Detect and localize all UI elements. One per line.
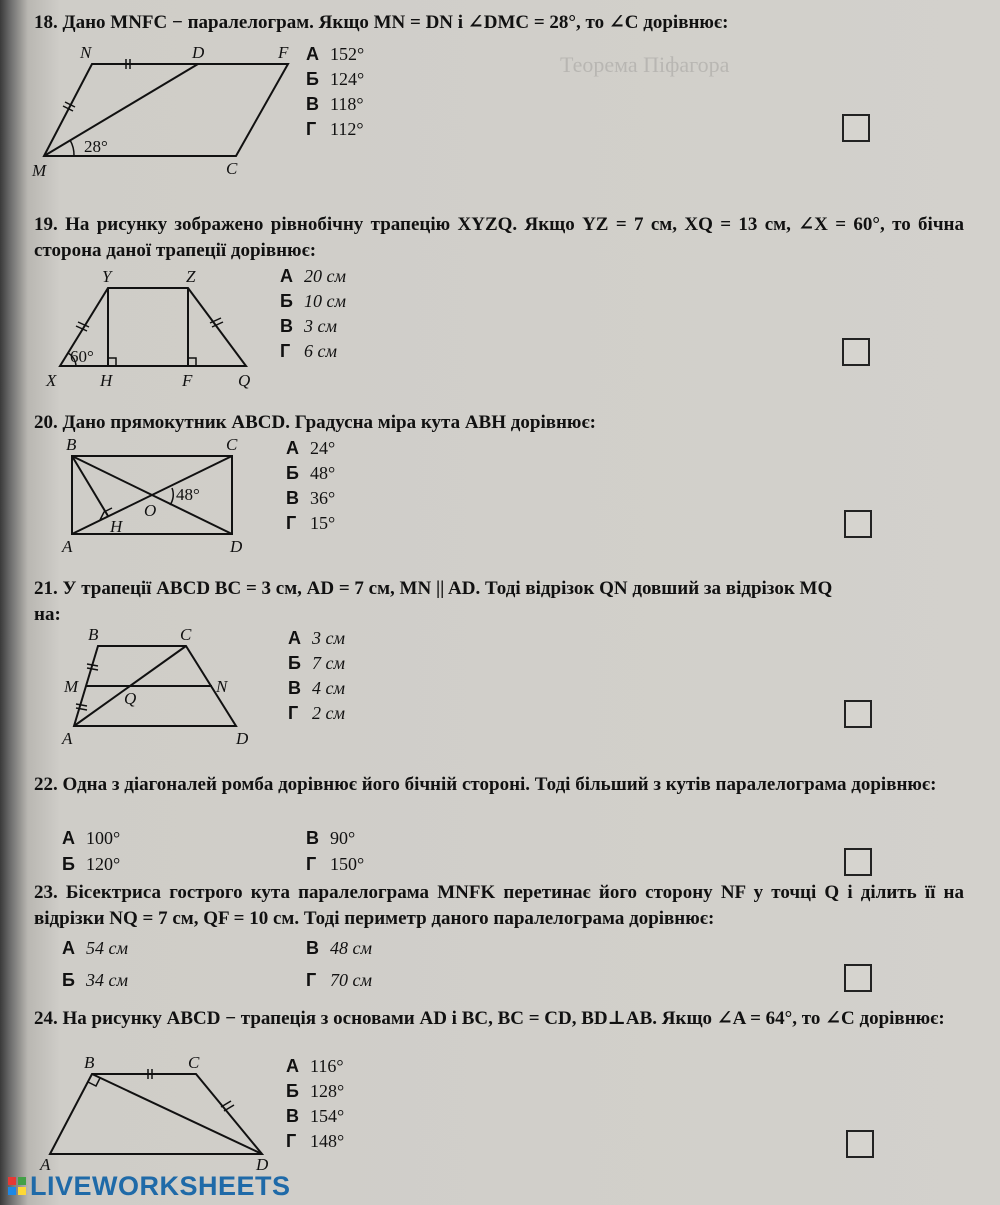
answer-23-v[interactable]: В 48 см (306, 938, 372, 958)
answer-18-v[interactable]: В 118° (306, 94, 364, 114)
figure-trapezoid-abcd-24 (36, 1053, 276, 1174)
answer-22-v[interactable]: В 90° (306, 828, 356, 848)
question-23-text: 23. Бісектриса гострого кута паралелограма MNFK перетинає його сторону NF у точці Q і ділить її на відрізки NQ = 7 см, QF = 10 см. Тоді периметр даного паралелограма дорівнює: (34, 882, 964, 929)
label-d: D (192, 43, 205, 62)
label-a: A (40, 1155, 51, 1174)
answer-20-a[interactable]: А 24° (286, 438, 336, 458)
answer-24-a[interactable]: А 116° (286, 1056, 344, 1076)
label-c: C (188, 1053, 200, 1072)
angle-label: 60° (70, 347, 94, 366)
answer-19-a[interactable]: А 20 см (280, 266, 346, 286)
answer-23-a[interactable]: А 54 см (62, 938, 128, 958)
answer-23-g[interactable]: Г 70 см (306, 970, 372, 990)
label-d: D (230, 537, 243, 556)
label-h: H (110, 517, 123, 536)
label-q: Q (238, 371, 251, 390)
label-y: Y (102, 267, 112, 286)
answer-19-b[interactable]: Б 10 см (280, 291, 346, 311)
question-18-text: 18. Дано MNFC − паралелограм. Якщо MN = DN і ∠DMC = 28°, то ∠C дорівнює: (34, 12, 729, 33)
question-20-text: 20. Дано прямокутник ABCD. Градусна міра кута ABH дорівнює: (34, 412, 596, 433)
logo-squares-icon (8, 1177, 26, 1195)
answer-21-a[interactable]: А 3 см (288, 628, 345, 648)
answer-box-22[interactable] (844, 848, 872, 876)
label-c: C (226, 435, 238, 454)
answer-22-b[interactable]: Б 120° (62, 854, 121, 874)
label-c: C (180, 625, 192, 644)
answer-24-b[interactable]: Б 128° (286, 1081, 345, 1101)
answers-24 (286, 1054, 344, 1154)
answer-22-g[interactable]: Г 150° (306, 854, 365, 874)
label-m: M (32, 161, 47, 180)
liveworksheets-logo (8, 1170, 291, 1202)
answer-20-v[interactable]: В 36° (286, 488, 336, 508)
figure-trapezoid-abcd (60, 624, 270, 750)
question-21-text: 21. У трапеції ABCD BC = 3 см, AD = 7 см, MN || AD. Тоді відрізок QN довший за відрізок MQ на: (34, 578, 833, 625)
answer-22-a[interactable]: А 100° (62, 828, 121, 848)
answer-20-g[interactable]: Г 15° (286, 513, 336, 533)
answer-24-g[interactable]: Г 148° (286, 1131, 345, 1151)
answer-24-v[interactable]: В 154° (286, 1106, 345, 1126)
label-a: A (62, 729, 73, 748)
answer-21-v[interactable]: В 4 см (288, 678, 345, 698)
label-c: C (226, 159, 238, 178)
question-19-text: 19. На рисунку зображено рівнобічну трапецію XYZQ. Якщо YZ = 7 см, XQ = 13 см, ∠X = 60°, то бічна сторона даної трапеції дорівнює: (34, 214, 964, 261)
label-o: O (144, 501, 157, 520)
answers-20 (286, 436, 335, 536)
answer-box-18[interactable] (842, 114, 870, 142)
label-b: B (66, 435, 77, 454)
figure-trapezoid-xyzq (40, 262, 270, 394)
label-b: B (84, 1053, 95, 1072)
label-h: H (100, 371, 113, 390)
logo-text: LIVEWORKSHEETS (30, 1170, 291, 1201)
answer-20-b[interactable]: Б 48° (286, 463, 336, 483)
answer-19-v[interactable]: В 3 см (280, 316, 337, 336)
angle-label: 28° (84, 137, 108, 156)
answer-box-23[interactable] (844, 964, 872, 992)
label-b: B (88, 625, 99, 644)
answers-18 (306, 42, 364, 142)
figure-rectangle-abcd (56, 436, 266, 560)
answer-18-g[interactable]: Г 112° (306, 119, 364, 139)
question-24-text: 24. На рисунку ABCD − трапеція з основами AD і BC, BC = CD, BD⊥AB. Якщо ∠A = 64°, то ∠C дорівнює: (34, 1008, 945, 1029)
answer-18-a[interactable]: А 152° (306, 44, 365, 64)
label-m: M (64, 677, 79, 696)
answers-19 (280, 264, 346, 364)
label-a: A (62, 537, 73, 556)
angle-label: 48° (176, 485, 200, 504)
label-f: F (278, 43, 289, 62)
label-x: X (46, 371, 57, 390)
answer-23-b[interactable]: Б 34 см (62, 970, 128, 990)
answer-box-24[interactable] (846, 1130, 874, 1158)
label-n: N (216, 677, 228, 696)
label-n: N (80, 43, 92, 62)
label-z: Z (186, 267, 196, 286)
label-d: D (256, 1155, 269, 1174)
label-q: Q (124, 689, 137, 708)
answer-box-21[interactable] (844, 700, 872, 728)
question-22-text: 22. Одна з діагоналей ромба дорівнює його бічній стороні. Тоді більший з кутів паралелограма дорівнює: (34, 774, 937, 795)
bleed-through-heading: Теорема Піфагора (560, 52, 730, 77)
label-d: D (236, 729, 249, 748)
answer-18-b[interactable]: Б 124° (306, 69, 365, 89)
answer-box-19[interactable] (842, 338, 870, 366)
answer-21-g[interactable]: Г 2 см (288, 703, 345, 723)
answer-21-b[interactable]: Б 7 см (288, 653, 345, 673)
figure-parallelogram-mnfc (30, 42, 300, 182)
answer-box-20[interactable] (844, 510, 872, 538)
answers-21 (288, 626, 345, 726)
label-f: F (182, 371, 193, 390)
answer-19-g[interactable]: Г 6 см (280, 341, 337, 361)
